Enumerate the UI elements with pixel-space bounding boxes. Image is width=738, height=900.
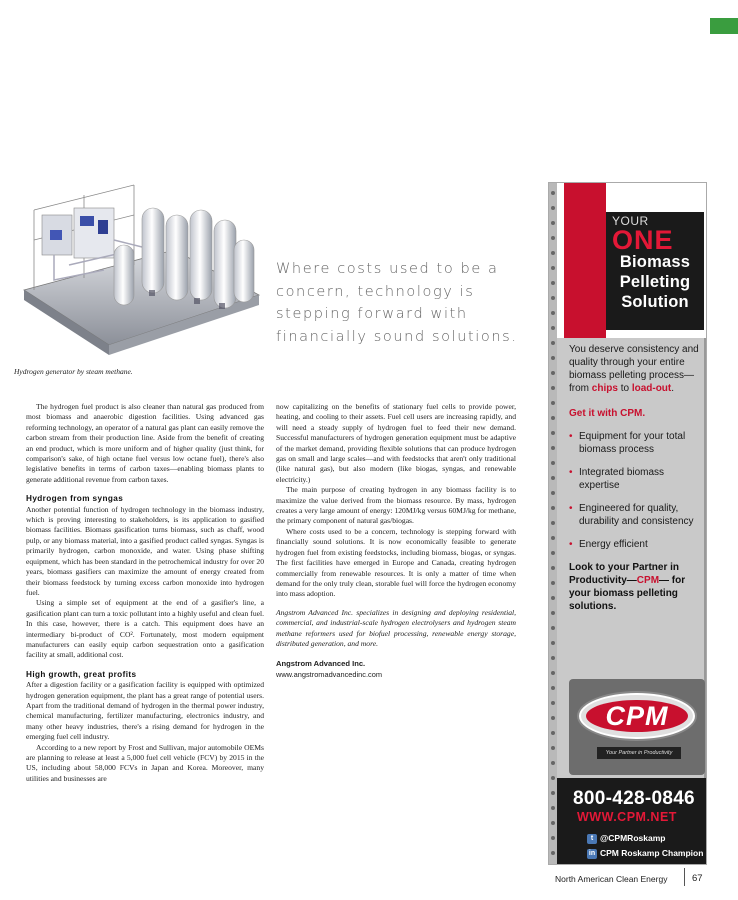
ad-twitter[interactable]: t @CPMRoskamp [587, 833, 665, 844]
bolt-icon [551, 821, 555, 825]
bolt-icon [551, 446, 555, 450]
ad-look-to: Look to your Partner in Productivity—CPM— for your biomass pelleting solutions. [569, 562, 686, 612]
ad-contact-area [557, 778, 706, 864]
company-name: Angstrom Advanced Inc. [276, 659, 366, 669]
magazine-name: North American Clean Energy [555, 874, 668, 884]
hydrogen-generator-image [14, 170, 264, 365]
paragraph: After a digestion facility or a gasification facility is equipped with optimized hydrogen generation equipment, the plant has a great range of potential users. Apart from the traditional demand of hydrogen in the thermal power industry, chemical manufacturing, fertilizer manufacturing, electronics industry, and many other heavy industries, there's a rising demand for hydrogen in the emerging fuel cell industry. [26, 680, 264, 742]
ad-bullet: • Engineered for quality, durability and consistency [569, 502, 704, 528]
article-column-1 [26, 402, 264, 784]
ad-copy [569, 343, 704, 613]
bolt-icon [551, 836, 555, 840]
bolt-icon [551, 251, 555, 255]
ad-website[interactable]: WWW.CPM.NET [577, 810, 677, 824]
bolt-icon [551, 371, 555, 375]
bolt-icon [551, 686, 555, 690]
bolt-icon [551, 776, 555, 780]
bolt-icon [551, 851, 555, 855]
bolt-icon [551, 566, 555, 570]
pull-quote: Where costs used to be a concern, technology is stepping forward with financially sound solutions. [276, 261, 518, 345]
image-caption: Hydrogen generator by steam methane. [14, 367, 133, 376]
ad-bullet: • Equipment for your total biomass process [569, 430, 704, 456]
bolt-icon [551, 281, 555, 285]
author-bio: Angstrom Advanced Inc. specializes in designing and deploying residential, commercial, and industrial-scale hydrogen electrolysers and hydrogen steam methane reformers used for biofuel processing, renewable energy storage, distributed generation, and more. [276, 607, 516, 648]
bolt-icon [551, 491, 555, 495]
bolt-icon [551, 311, 555, 315]
paragraph: Using a simple set of equipment at the end of a gasifier's line, a gasification plant can turn a toxic pollutant into a highly useful and clean fuel. In this case, however, there is a catch. This equipment does have an intermediary bi-product of CO². Fortunately, most modern equipment manufacturers can easily equip carbon sequestration onto a gasification facility at small, additional cost. [26, 598, 264, 660]
red-number-one-graphic [564, 183, 606, 338]
bolt-icon [551, 626, 555, 630]
bolt-icon [551, 266, 555, 270]
linkedin-icon: in [588, 849, 596, 857]
cpm-logo [569, 679, 705, 775]
bolt-icon [551, 641, 555, 645]
bolt-icon [551, 611, 555, 615]
ad-bullet: • Integrated biomass expertise [569, 466, 704, 492]
ad-left-rail [549, 183, 557, 864]
ad-from-line: from chips to load-out. [569, 383, 675, 394]
bolt-icon [551, 431, 555, 435]
bolt-icon [551, 476, 555, 480]
bolt-icon [551, 806, 555, 810]
ad-get-it: Get it with CPM. [569, 408, 646, 419]
paragraph: now capitalizing on the benefits of stationary fuel cells to provide power, heating, and cooling to their assets. Fuel cell users are increasing rapidly, and will need a steady supply of hydrogen fuel to feed their new demand. Successful manufacturers of hydrogen generation equipment must be adaptive of the market demand, providing flexible solutions that can produce hydrogen gas on small and large scales—and with feedstocks that aren't only traditional (like natural gas), but also modern (like biogas, syngas, and renewable electricity.) [276, 402, 516, 484]
bolt-icon [551, 701, 555, 705]
bolt-icon [551, 521, 555, 525]
paragraph: The main purpose of creating hydrogen in any biomass facility is to maximize the value derived from the biomass resource. By mass, hydrogen creates a very large amount of energy: 120MJ/kg versus 60MJ/kg for methane, the primary component of natural gas/biogas. [276, 485, 516, 526]
ad-tagline-1: Biomass [619, 253, 691, 271]
bolt-icon [551, 671, 555, 675]
bolt-icon [551, 791, 555, 795]
section-color-tab [710, 18, 738, 34]
ad-tagline-2: Pelleting [619, 273, 691, 291]
subheading-hydrogen-from-syngas: Hydrogen from syngas [26, 494, 124, 504]
ad-bullet-list [569, 430, 704, 551]
bolt-icon [551, 416, 555, 420]
ad-intro: You deserve consistency and quality through your entire biomass pelleting process— [569, 344, 699, 381]
bolt-icon [551, 206, 555, 210]
bolt-icon [551, 656, 555, 660]
bolt-icon [551, 191, 555, 195]
bolt-icon [551, 386, 555, 390]
paragraph: The hydrogen fuel product is also cleaner than natural gas produced from most biomass and anaerobic digestion facilities. Using advanced gas reforming technology, an operator of a natural gas plant can easily remove the carbon stream from their production line. Aside from the benefit of creating an end product, which is more uniform and of higher quality (just think, for comparison's sake, of high octane fuel versus low octane fuel), there's also legislative benefits in terms of carbon taxes—enabling biomass plants to generate additional revenue from carbon taxes. [26, 402, 264, 484]
cpm-logo-slogan: Your Partner in Productivity [597, 747, 681, 759]
bolt-icon [551, 341, 555, 345]
bolt-icon [551, 761, 555, 765]
ad-loadout: load-out [631, 383, 672, 394]
cpm-advertisement [548, 182, 707, 865]
bolt-icon [551, 296, 555, 300]
bolt-icon [551, 356, 555, 360]
bolt-icon [551, 731, 555, 735]
bolt-icon [551, 536, 555, 540]
subheading-high-growth: High growth, great profits [26, 669, 137, 679]
bolt-icon [551, 581, 555, 585]
bolt-icon [551, 221, 555, 225]
footer-divider [684, 868, 685, 886]
ad-chips: chips [591, 383, 618, 394]
bolt-icon [551, 746, 555, 750]
paragraph: Where costs used to be a concern, technology is stepping forward with financially sound solutions. It is now economically feasible to generate hydrogen fuel from existing feedstocks, including biomass, biogas, or syngas. The first facilities have emerged in Europe and Canada, creating hydrogen commercially from renewable resources. It is only a matter of time when demand for the only truly clean, storable fuel will force the hydrogen economy into mass adoption. [276, 526, 516, 599]
bolt-icon [551, 401, 555, 405]
ad-headline-box [606, 212, 704, 330]
article-column-2 [276, 402, 516, 680]
twitter-icon: t [587, 834, 597, 844]
ad-your: YOUR [612, 214, 649, 228]
company-url[interactable]: www.angstromadvancedinc.com [276, 669, 382, 679]
bolt-icon [551, 551, 555, 555]
paragraph: According to a new report by Frost and Sullivan, major automobile OEMs are planning to release at least a 5,000 fuel cell vehicle (FCV) by 2015 in the US, including about 58,000 FCVs in Japan and Korea. Moreover, many utilities and businesses are [26, 742, 264, 783]
bolt-icon [551, 461, 555, 465]
bolt-icon [551, 326, 555, 330]
bolt-icon [551, 596, 555, 600]
cpm-logo-text: CPM [586, 700, 688, 732]
ad-linkedin[interactable]: in CPM Roskamp Champion [588, 848, 704, 858]
ad-bullet: • Energy efficient [569, 538, 704, 551]
ad-one: ONE [612, 225, 674, 255]
bolt-icon [551, 716, 555, 720]
paragraph: Another potential function of hydrogen technology in the biomass industry, which is proving interesting to stakeholders, is its application to gasified biomass facilities. Biomass gasification turns biomass, such as chaff, wood pulp, or any biomass material, into a gasified product called syngas. Syngas is primarily hydrogen, carbon monoxide, and water. Using phase shifting equipment, which has been standard in the petrochemical industry for over 20 years, biomass gasifiers can maximize the amount of energy created from their biomass feedstock by turning excess carbon monoxide into hydrogen fuel. [26, 504, 264, 597]
page-number: 67 [692, 873, 703, 884]
bolt-icon [551, 236, 555, 240]
ad-tagline-3: Solution [621, 293, 689, 311]
bolt-icon [551, 506, 555, 510]
ad-phone[interactable]: 800-428-0846 [573, 788, 695, 809]
cpm-logo-oval [579, 693, 695, 739]
